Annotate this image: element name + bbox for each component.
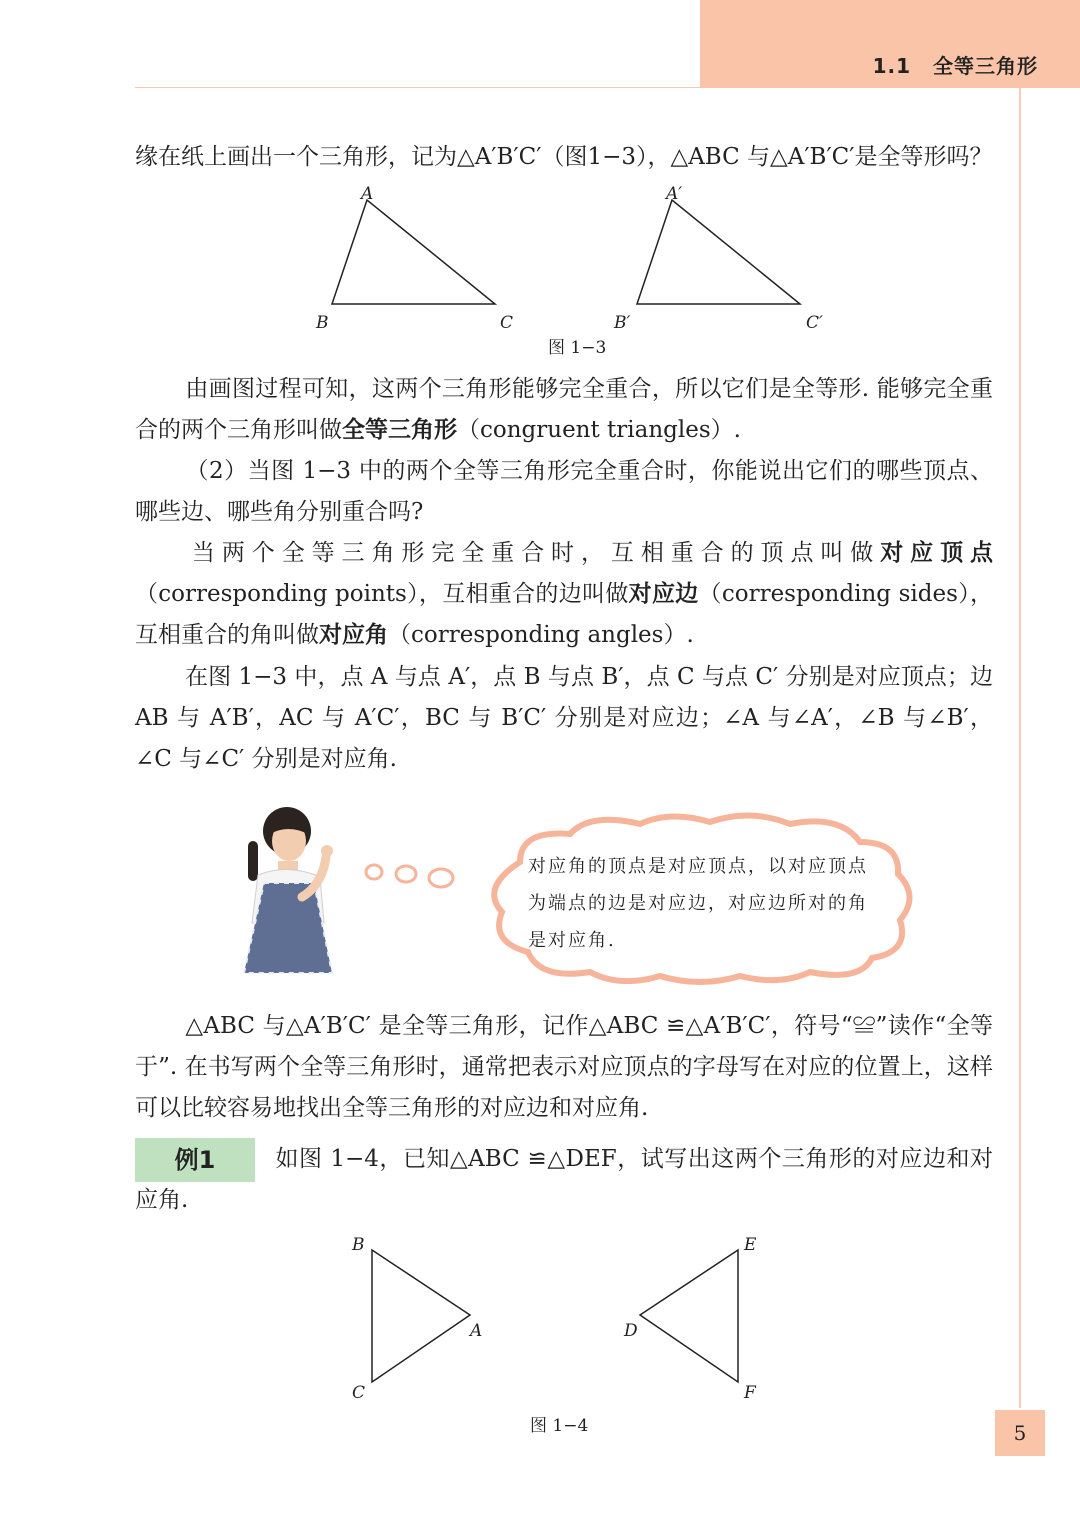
section-header: [873, 50, 1038, 79]
label-f-1-4: F: [744, 1383, 756, 1403]
figure-1-3: [300, 180, 860, 340]
paragraph-figure-1-3-correspondence: 在图 1−3 中，点 A 与点 A′，点 B 与点 B′，点 C 与点 C′ 分别是对应顶点；边 AB 与 A′B′，AC 与 A′C′，BC 与 B′C′ 分别是对应边；∠A 与∠A′，∠B 与∠B′，∠C 与∠C′ 分别是对应角.: [135, 664, 993, 772]
label-e-1-4: E: [744, 1235, 757, 1255]
section-number: 1.1: [872, 54, 911, 78]
term-corresponding-angles: 对应角: [319, 622, 388, 648]
triangle-def: [640, 1250, 738, 1382]
thought-bubbles: [360, 860, 470, 900]
paragraph-question-2: （2）当图 1−3 中的两个全等三角形完全重合时，你能说出它们的哪些顶点、哪些边、哪些角分别重合吗?: [135, 458, 993, 525]
page-number: 5: [995, 1410, 1045, 1456]
label-b-1-4: B: [352, 1235, 365, 1255]
term-corresponding-sides: 对应边: [628, 581, 699, 607]
triangle-abc-prime: [637, 200, 800, 304]
label-b: B: [316, 313, 329, 333]
example-label: 例1: [135, 1138, 255, 1182]
paragraph-corresponding-definitions: 当两个全等三角形完全重合时，互相重合的顶点叫做对应顶点（corresponding points），互相重合的边叫做对应边（corresponding sides），互相重合的角叫做对应角（corresponding angles）.: [135, 540, 994, 648]
label-a: A: [361, 184, 374, 204]
label-b-prime: B′: [614, 313, 631, 333]
label-d-1-4: D: [624, 1321, 638, 1341]
paragraph-congruent-definition: 由画图过程可知，这两个三角形能够完全重合，所以它们是全等形. 能够完全重合的两个三角形叫做全等三角形（congruent triangles）.: [135, 376, 993, 443]
label-a-prime: A′: [666, 184, 683, 204]
triangle-abc: [332, 200, 495, 304]
label-c-1-4: C: [352, 1383, 366, 1403]
header-divider: [135, 87, 700, 88]
section-title: 全等三角形: [933, 54, 1038, 78]
girl-illustration: [240, 805, 340, 975]
margin-line: [1019, 88, 1021, 1408]
paragraph-example-1: 如图 1−4，已知△ABC ≌△DEF，试写出这两个三角形的对应边和对应角.: [135, 1146, 993, 1213]
label-c-prime: C′: [806, 313, 823, 333]
term-congruent-triangles: 全等三角形: [342, 417, 457, 443]
figure-1-4: [340, 1230, 780, 1410]
paragraph-intro: 缘在纸上画出一个三角形，记为△A′B′C′（图1−3），△ABC 与△A′B′C′是全等形吗？: [135, 144, 993, 170]
label-c: C: [500, 313, 514, 333]
term-corresponding-points: 对应顶点: [880, 540, 994, 566]
paragraph-congruence-notation: △ABC 与△A′B′C′ 是全等三角形，记作△ABC ≌△A′B′C′，符号“≌”读作“全等于”. 在书写两个全等三角形时，通常把表示对应顶点的字母写在对应的位置上，这样可以比较容易地找出全等三角形的对应边和对应角.: [135, 1013, 993, 1121]
label-a-1-4: A: [470, 1321, 483, 1341]
triangle-abc-1-4: [372, 1250, 470, 1382]
speech-bubble-text: 对应角的顶点是对应顶点，以对应顶点为端点的边是对应边，对应边所对的角是对应角.: [528, 856, 868, 951]
figure-1-3-caption: 图 1−3: [548, 338, 607, 358]
figure-1-4-caption: 图 1−4: [530, 1416, 589, 1436]
